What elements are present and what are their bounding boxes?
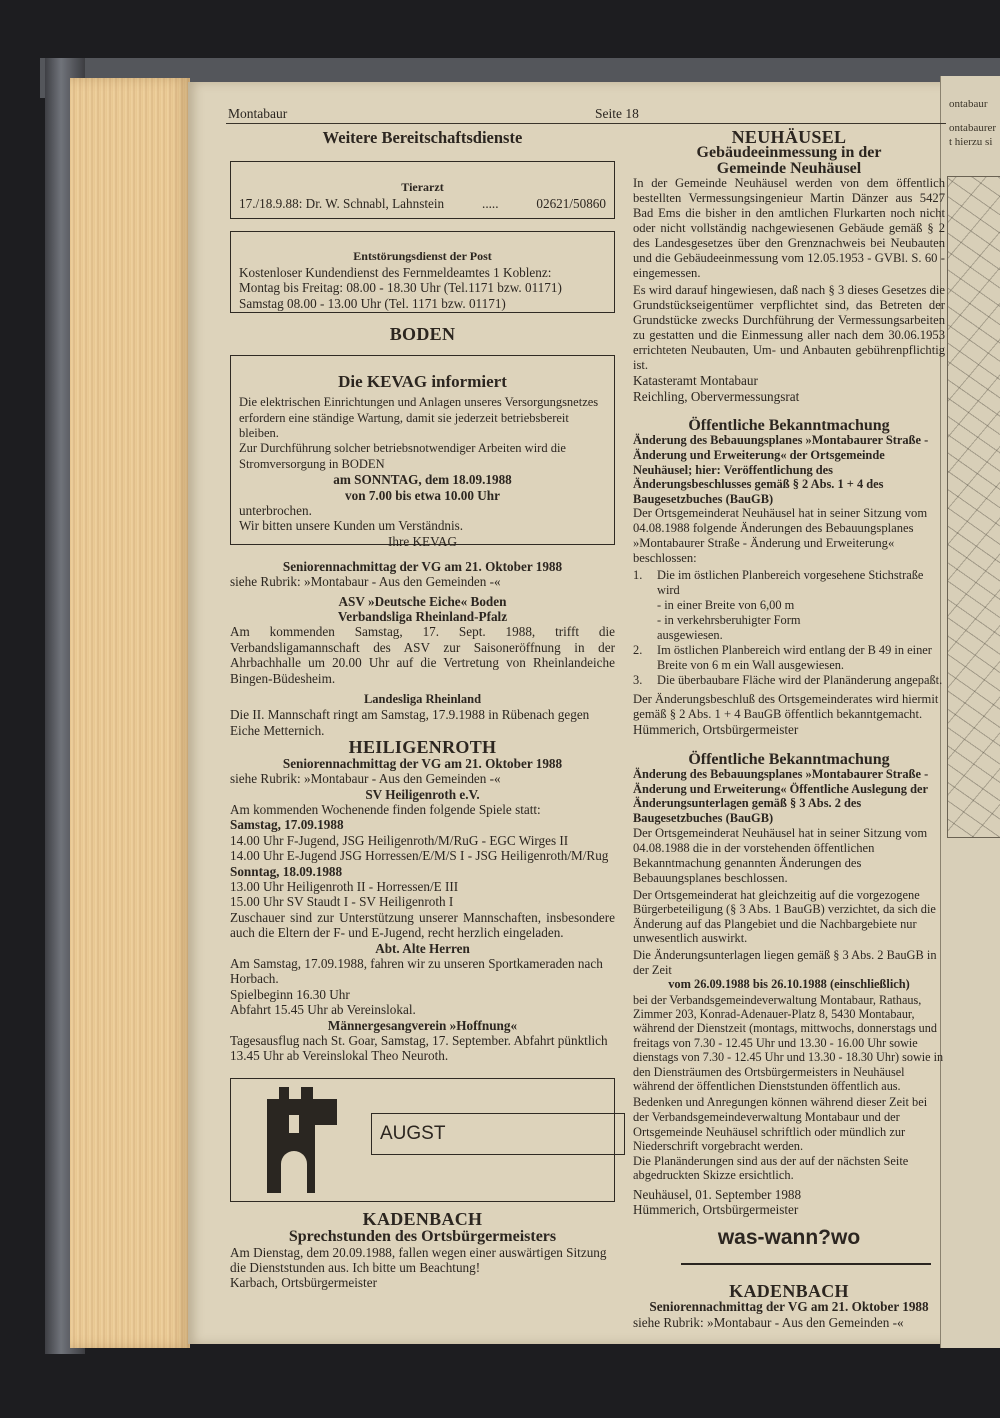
sv-match: 15.00 Uhr SV Staudt I - SV Heiligenroth I — [230, 894, 454, 910]
landesliga-block — [230, 692, 615, 738]
augst-label: AUGST — [371, 1113, 625, 1155]
kevag-title: Die KEVAG informiert — [338, 371, 507, 391]
sv-match: 13.00 Uhr Heiligenroth II - Horressen/E III — [230, 878, 459, 894]
bekanntmachung-text: Der Änderungsbeschluß des Ortsgemeinderates wird hiermit gemäß § 2 Abs. 1 + 4 BauGB öffentlich bekanntgemacht. — [633, 692, 939, 722]
kevag-date: am SONNTAG, dem 18.09.1988 — [333, 472, 512, 488]
page-header-left: Montabaur — [228, 106, 288, 121]
asv-text: Am kommenden Samstag, 17. Sept. 1988, trifft die Verbandsligamannschaft des ASV zur Saisoneröffnung in der Ahrbachhalle um 20.00 Uhr auf die Vertretung von Rheinlandeiche Bingen-Büdesheim. — [230, 624, 615, 686]
sv-title: SV Heiligenroth e.V. — [365, 786, 480, 802]
kevag-text: Die elektrischen Einrichtungen und Anlagen unseres Versorgungsnetzes erfordern eine ständige Wartung, damit sie jederzeit betriebsbereit bleiben. — [239, 395, 599, 441]
page-edges — [70, 78, 190, 1348]
post-line: Montag bis Freitag: 08.00 - 18.30 Uhr (Tel.1171 bzw. 01171) — [239, 280, 562, 296]
sv-saturday: Samstag, 17.09.1988 — [230, 817, 344, 833]
bekanntmachung-dates: vom 26.09.1988 bis 26.10.1988 (einschließlich) — [668, 977, 910, 992]
list-item: 3. Die überbaubare Fläche wird der Planänderung angepaßt. — [633, 673, 943, 688]
neuhaeusel-title: NEUHÄUSEL — [731, 127, 847, 147]
list-item: - in einer Breite von 6,00 m — [657, 598, 795, 613]
bekanntmachung-text: bei der Verbandsgemeindeverwaltung Montabaur, Rathaus, Zimmer 203, Konrad-Adenauer-Platz 8, 5430 Montabaur, während der Dienstzeit (montags, mittwochs, donnerstags und freitags von 7.30 - 12.45 Uhr und 13.30 - 16.00 Uhr sowie dienstags von 7.30 - 12.45 Uhr und 13.30 - 18.30 Uhr) sowie in den Diensträumen des Ortsbürgermeisters in Neuhäusel während der öffentlichen Dienststunden öffentlich aus. — [633, 992, 944, 1093]
bekanntmachung-title: Öffentliche Bekanntmachung — [688, 417, 890, 435]
sv-outro: Zuschauer sind zur Unterstützung unserer Mannschaften, insbesondere auch die Eltern der F- und E-Jugend, recht herzlich eingeladen. — [230, 909, 615, 941]
post-line: Samstag 08.00 - 13.00 Uhr (Tel. 1171 bzw. 01171) — [239, 295, 506, 311]
bekanntmachung-list — [633, 568, 945, 688]
tierarzt-title: Tierarzt — [401, 180, 444, 195]
asv-title: ASV »Deutsche Eiche« Boden — [338, 593, 507, 609]
kevag-text: Wir bitten unsere Kunden um Verständnis. — [239, 518, 464, 534]
gebaeude-text: In der Gemeinde Neuhäusel werden von dem öffentlich bestellten Vermessungsingenieur Martin Dänzer aus 5427 Bad Ems die bisher in den amtlichen Flurkarten noch nicht oder nicht vollständig nachgewiesenen Gebäude gemäß § 2 des Landesgesetzes über den Grenznachweis bei Neubauten und die Gebäudeeinmessung vom 12.05.1953 - GVBl. S. 60 - eingemessen. — [633, 176, 945, 281]
sprechstunden-text: Am Dienstag, dem 20.09.1988, fallen wegen einer auswärtigen Sitzung die Dienststunden aus. Ich bitte um Beachtung! — [230, 1244, 607, 1276]
kadenbach-title: KADENBACH — [362, 1208, 483, 1229]
senioren-title: Seniorennachmittag der VG am 21. Oktober 1988 — [649, 1299, 929, 1315]
senioren-block-1 — [230, 559, 615, 590]
next-page-map-sketch — [947, 176, 1000, 838]
bekanntmachung-heading: Änderung des Bebauungsplanes »Montabaurer Straße - Änderung und Erweiterung« Öffentliche Auslegung der Änderungsunterlagen gemäß § 3 Abs. 2 des Baugesetzbuches (BauGB) — [633, 767, 929, 825]
header-rule — [226, 123, 946, 124]
gebaeude-title: Gebäudeeinmessung in der — [696, 144, 882, 162]
tierarzt-phone: 02621/50860 — [536, 195, 606, 211]
heiligenroth-title: HEILIGENROTH — [348, 737, 497, 758]
post-line: Kostenloser Kundendienst des Fernmeldeamtes 1 Koblenz: — [239, 264, 552, 280]
kadenbach-title: KADENBACH — [729, 1280, 849, 1301]
tierarzt-name: 17./18.9.88: Dr. W. Schnabl, Lahnstein — [239, 195, 445, 211]
senioren-text: siehe Rubrik: »Montabaur - Aus den Gemeinden -« — [633, 1314, 904, 1330]
tower-logo-icon — [267, 1087, 337, 1193]
mgv-title: Männergesangverein »Hoffnung« — [327, 1017, 518, 1033]
next-page-line: ontabaurer — [949, 122, 997, 134]
right-column — [633, 127, 945, 1330]
sv-match: 14.00 Uhr E-Jugend JSG Horressen/E/M/S I - JSG Heiligenroth/M/Rug — [230, 848, 609, 864]
page-header-center: Seite 18 — [595, 106, 639, 121]
next-page-header: ontabaur — [949, 98, 988, 110]
list-item: 2. Im östlichen Planbereich wird entlang der B 49 in einer Breite von 6 m ein Wall ausgewiesen. — [633, 643, 932, 673]
senioren-title: Seniorennachmittag der VG am 21. Oktober 1988 — [282, 755, 563, 771]
next-page-strip — [940, 76, 1000, 1348]
bekanntmachung-title: Öffentliche Bekanntmachung — [688, 750, 890, 768]
bekanntmachung-text: Der Ortsgemeinderat hat gleichzeitig auf die vorgezogene Bürgerbeteiligung (§ 3 Abs. 1 BauGB) verzichtet, da sich die Änderung auf das Plangebiet und die Nachbargebiete nur unwesentlich auswirkt. — [633, 887, 936, 946]
sprechstunden-title: Sprechstunden des Ortsbürgermeisters — [288, 1228, 557, 1246]
senioren-text: siehe Rubrik: »Montabaur - Aus den Gemeinden -« — [230, 574, 501, 590]
sv-match: 14.00 Uhr F-Jugend, JSG Heiligenroth/M/RuG - EGC Wirges II — [230, 832, 569, 848]
alte-herren-beginn: Spielbeginn 16.30 Uhr — [230, 986, 350, 1002]
mgv-text: Tagesausflug nach St. Goar, Samstag, 17. September. Abfahrt pünktlich 13.45 Uhr ab Vereinslokal Theo Neuroth. — [230, 1033, 608, 1064]
boden-title: BODEN — [389, 324, 456, 345]
senioren-text: siehe Rubrik: »Montabaur - Aus den Gemeinden -« — [230, 771, 501, 787]
tierarzt-dots: ..... — [482, 195, 499, 211]
kevag-box — [230, 355, 615, 549]
bekanntmachung-text: Die Änderungsunterlagen liegen gemäß § 3 Abs. 2 BauGB in der Zeit — [633, 947, 937, 977]
landesliga-title: Landesliga Rheinland — [363, 692, 482, 707]
tierarzt-line — [239, 196, 606, 211]
asv-block — [230, 594, 615, 686]
bekanntmachung-text: Die Planänderungen sind aus der auf der nächsten Seite abgedruckten Skizze ersichtlich. — [633, 1153, 909, 1183]
bereitschaft-title: Weitere Bereitschaftsdienste — [322, 128, 523, 147]
list-item: ausgewiesen. — [657, 628, 723, 643]
bekanntmachung-place: Neuhäusel, 01. September 1988 — [633, 1186, 802, 1202]
bekanntmachung-text: Der Ortsgemeinderat Neuhäusel hat in seiner Sitzung vom 04.08.1988 die in der vorstehenden öffentlichen Bekanntmachung genannten Änderungen des Bebauungsplanes beschlossen. — [633, 825, 928, 885]
next-page-line: t hierzu si — [949, 136, 993, 148]
post-title: Entstörungsdienst der Post — [353, 249, 492, 264]
bekanntmachung-sign: Hümmerich, Ortsbürgermeister — [633, 722, 799, 738]
landesliga-text: Die II. Mannschaft ringt am Samstag, 17.9.1988 in Rübenach gegen Eiche Metternich. — [230, 707, 590, 738]
bekanntmachung-sign: Hümmerich, Ortsbürgermeister — [633, 1202, 799, 1218]
logo-underline — [681, 1263, 931, 1265]
tierarzt-box — [230, 161, 615, 219]
alte-herren-abfahrt: Abfahrt 15.45 Uhr ab Vereinslokal. — [230, 1002, 416, 1018]
gebaeude-subtitle: Gemeinde Neuhäusel — [716, 159, 862, 177]
alte-herren-title: Abt. Alte Herren — [375, 940, 470, 956]
bekanntmachung-heading: Änderung des Bebauungsplanes »Montabaurer Straße - Änderung und Erweiterung« der Ortsgemeinde Neuhäusel; hier: Veröffentlichung des Änderungsbeschlusses gemäß § 2 Abs. 1 + 4 des Baugesetzbuches (BauGB) — [633, 433, 929, 506]
gebaeude-sign: Reichling, Obervermessungsrat — [633, 388, 800, 404]
kevag-text: unterbrochen. — [239, 503, 312, 519]
kevag-time: von 7.00 bis etwa 10.00 Uhr — [345, 487, 500, 503]
kevag-text: Zur Durchführung solcher betriebsnotwendiger Arbeiten wird die Stromversorgung in BODEN — [239, 441, 566, 471]
was-wann-wo-logo: was-wann?wo — [633, 1230, 945, 1276]
list-item: - in verkehrsberuhigter Form — [657, 613, 801, 628]
sv-intro: Am kommenden Wochenende finden folgende Spiele statt: — [230, 801, 541, 817]
alte-herren-text: Am Samstag, 17.09.1988, fahren wir zu unseren Sportkameraden nach Horbach. — [230, 955, 603, 987]
sprechstunden-sign: Karbach, Ortsbürgermeister — [230, 1275, 377, 1291]
augst-logo-box — [230, 1078, 615, 1202]
list-item: 1. Die im östlichen Planbereich vorgesehene Stichstraße wird — [633, 568, 924, 598]
gebaeude-sign: Katasteramt Montabaur — [633, 373, 758, 389]
post-box — [230, 231, 615, 313]
kevag-sign: Ihre KEVAG — [388, 533, 457, 549]
bekanntmachung-text: Der Ortsgemeinderat Neuhäusel hat in seiner Sitzung vom 04.08.1988 folgende Änderungen des Bebauungsplanes »Montabaurer Straße - Änderung und Erweiterung« beschlossen: — [633, 506, 928, 566]
bekanntmachung-text: Bedenken und Anregungen können während dieser Zeit bei der Verbandsgemeindeverwaltung Montabaur und der Ortsgemeinde Neuhäusel schriftlich oder mündlich zur Niederschrift vorgebracht werden. — [633, 1095, 928, 1154]
sv-sunday: Sonntag, 18.09.1988 — [230, 863, 343, 879]
asv-subtitle: Verbandsliga Rheinland-Pfalz — [337, 609, 508, 625]
left-column — [230, 130, 615, 1291]
gebaeude-text: Es wird darauf hingewiesen, daß nach § 3 dieses Gesetzes die Grundstückseigentümer verpflichtet sind, das Betreten der Grundstücke zwecks Durchführung der Vermessungsarbeiten zu gestatten und die Einmessung aller nach dem 30.06.1953 errichteten Neubauten, Um- und Anbauten gebührenpflichtig ist. — [633, 283, 945, 373]
senioren-title: Seniorennachmittag der VG am 21. Oktober 1988 — [282, 558, 563, 574]
